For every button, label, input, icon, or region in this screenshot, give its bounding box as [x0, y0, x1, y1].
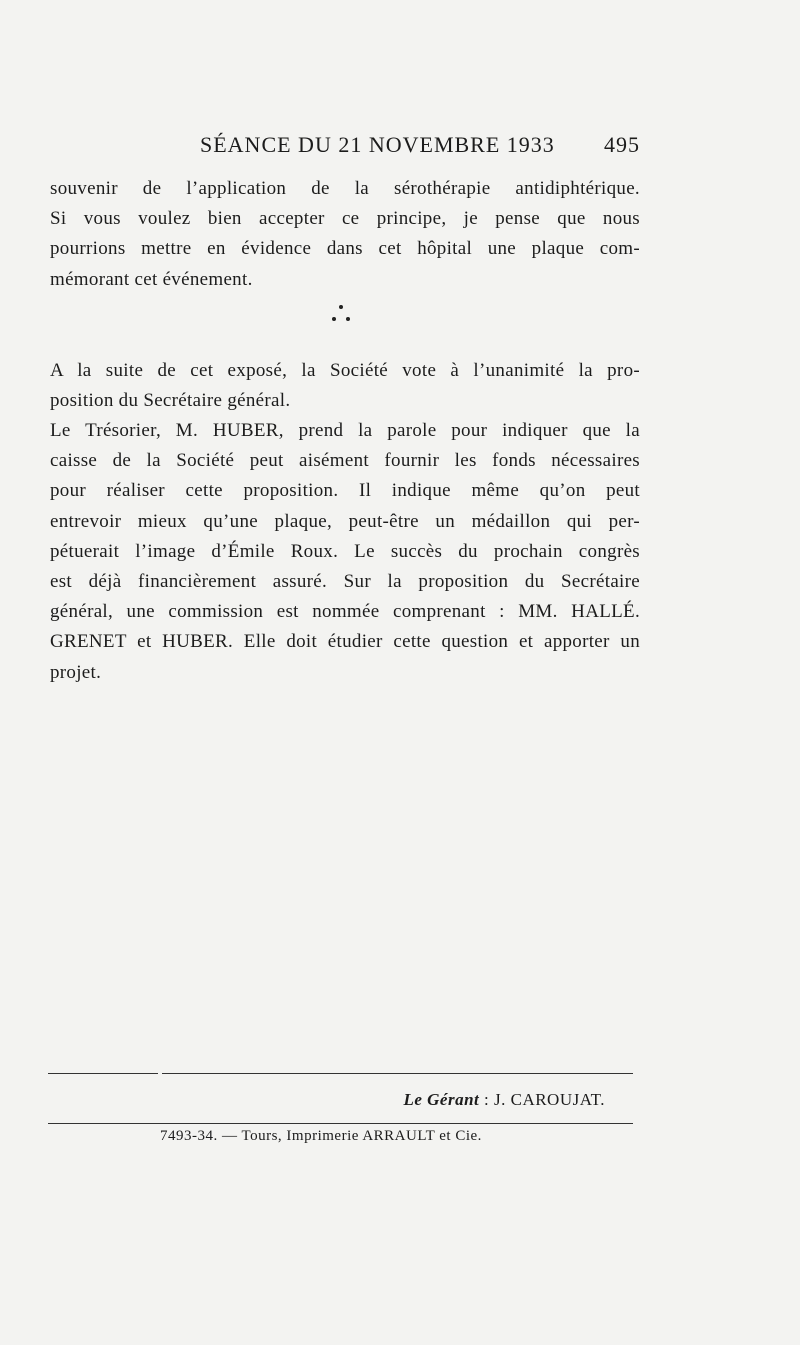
header-title: SÉANCE DU 21 NOVEMBRE 1933: [200, 132, 555, 157]
footer-rule-bottom: [48, 1123, 633, 1124]
section-separator: [330, 305, 352, 333]
body-text: [50, 174, 640, 295]
p3-line-8: GRENET et HUBER. Elle doit étudier cette question et apporter un: [50, 631, 640, 653]
p3-line-6: est déjà financièrement assuré. Sur la proposition du Secrétaire: [50, 571, 640, 593]
gerant-signature: [360, 1090, 605, 1110]
p1-line-3: pourrions mettre en évidence dans cet hôpital une plaque com-: [50, 238, 640, 260]
p3-line-9: projet.: [50, 661, 102, 683]
p3-line-1: Le Trésorier, M. HUBER, prend la parole pour indiquer que la: [50, 420, 640, 441]
p3-line-2: caisse de la Société peut aisément fournir les fonds nécessaires: [50, 450, 640, 472]
printer-imprint: 7493-34. — Tours, Imprimerie ARRAULT et Cie.: [160, 1128, 482, 1144]
p3-line-3: pour réaliser cette proposition. Il indique même qu’on peut: [50, 480, 640, 502]
p2-line-1: A la suite de cet exposé, la Société vote à l’unanimité la pro-: [50, 360, 640, 381]
paragraph-treasurer: [50, 416, 640, 688]
gerant-label: Le Gérant: [403, 1090, 480, 1109]
paragraph-vote: [50, 356, 640, 416]
page-number: 495: [604, 132, 640, 157]
p1-line-4: mémorant cet événement.: [50, 268, 253, 290]
p3-line-5: pétuerait l’image d’Émile Roux. Le succès du prochain congrès: [50, 540, 640, 562]
footer-rule-top: [48, 1073, 633, 1074]
p3-line-7: général, une commission est nommée comprenant : MM. HALLÉ.: [50, 601, 640, 623]
p1-line-2: Si vous voulez bien accepter ce principe, je pense que nous: [50, 208, 640, 230]
p2-line-2: position du Secrétaire général.: [50, 390, 291, 412]
p3-line-4: entrevoir mieux qu’une plaque, peut-être un médaillon qui per-: [50, 510, 640, 532]
gerant-name: : J. CAROUJAT.: [484, 1090, 605, 1109]
p1-line-1: souvenir de l’application de la sérothérapie antidiphtérique.: [50, 178, 640, 199]
